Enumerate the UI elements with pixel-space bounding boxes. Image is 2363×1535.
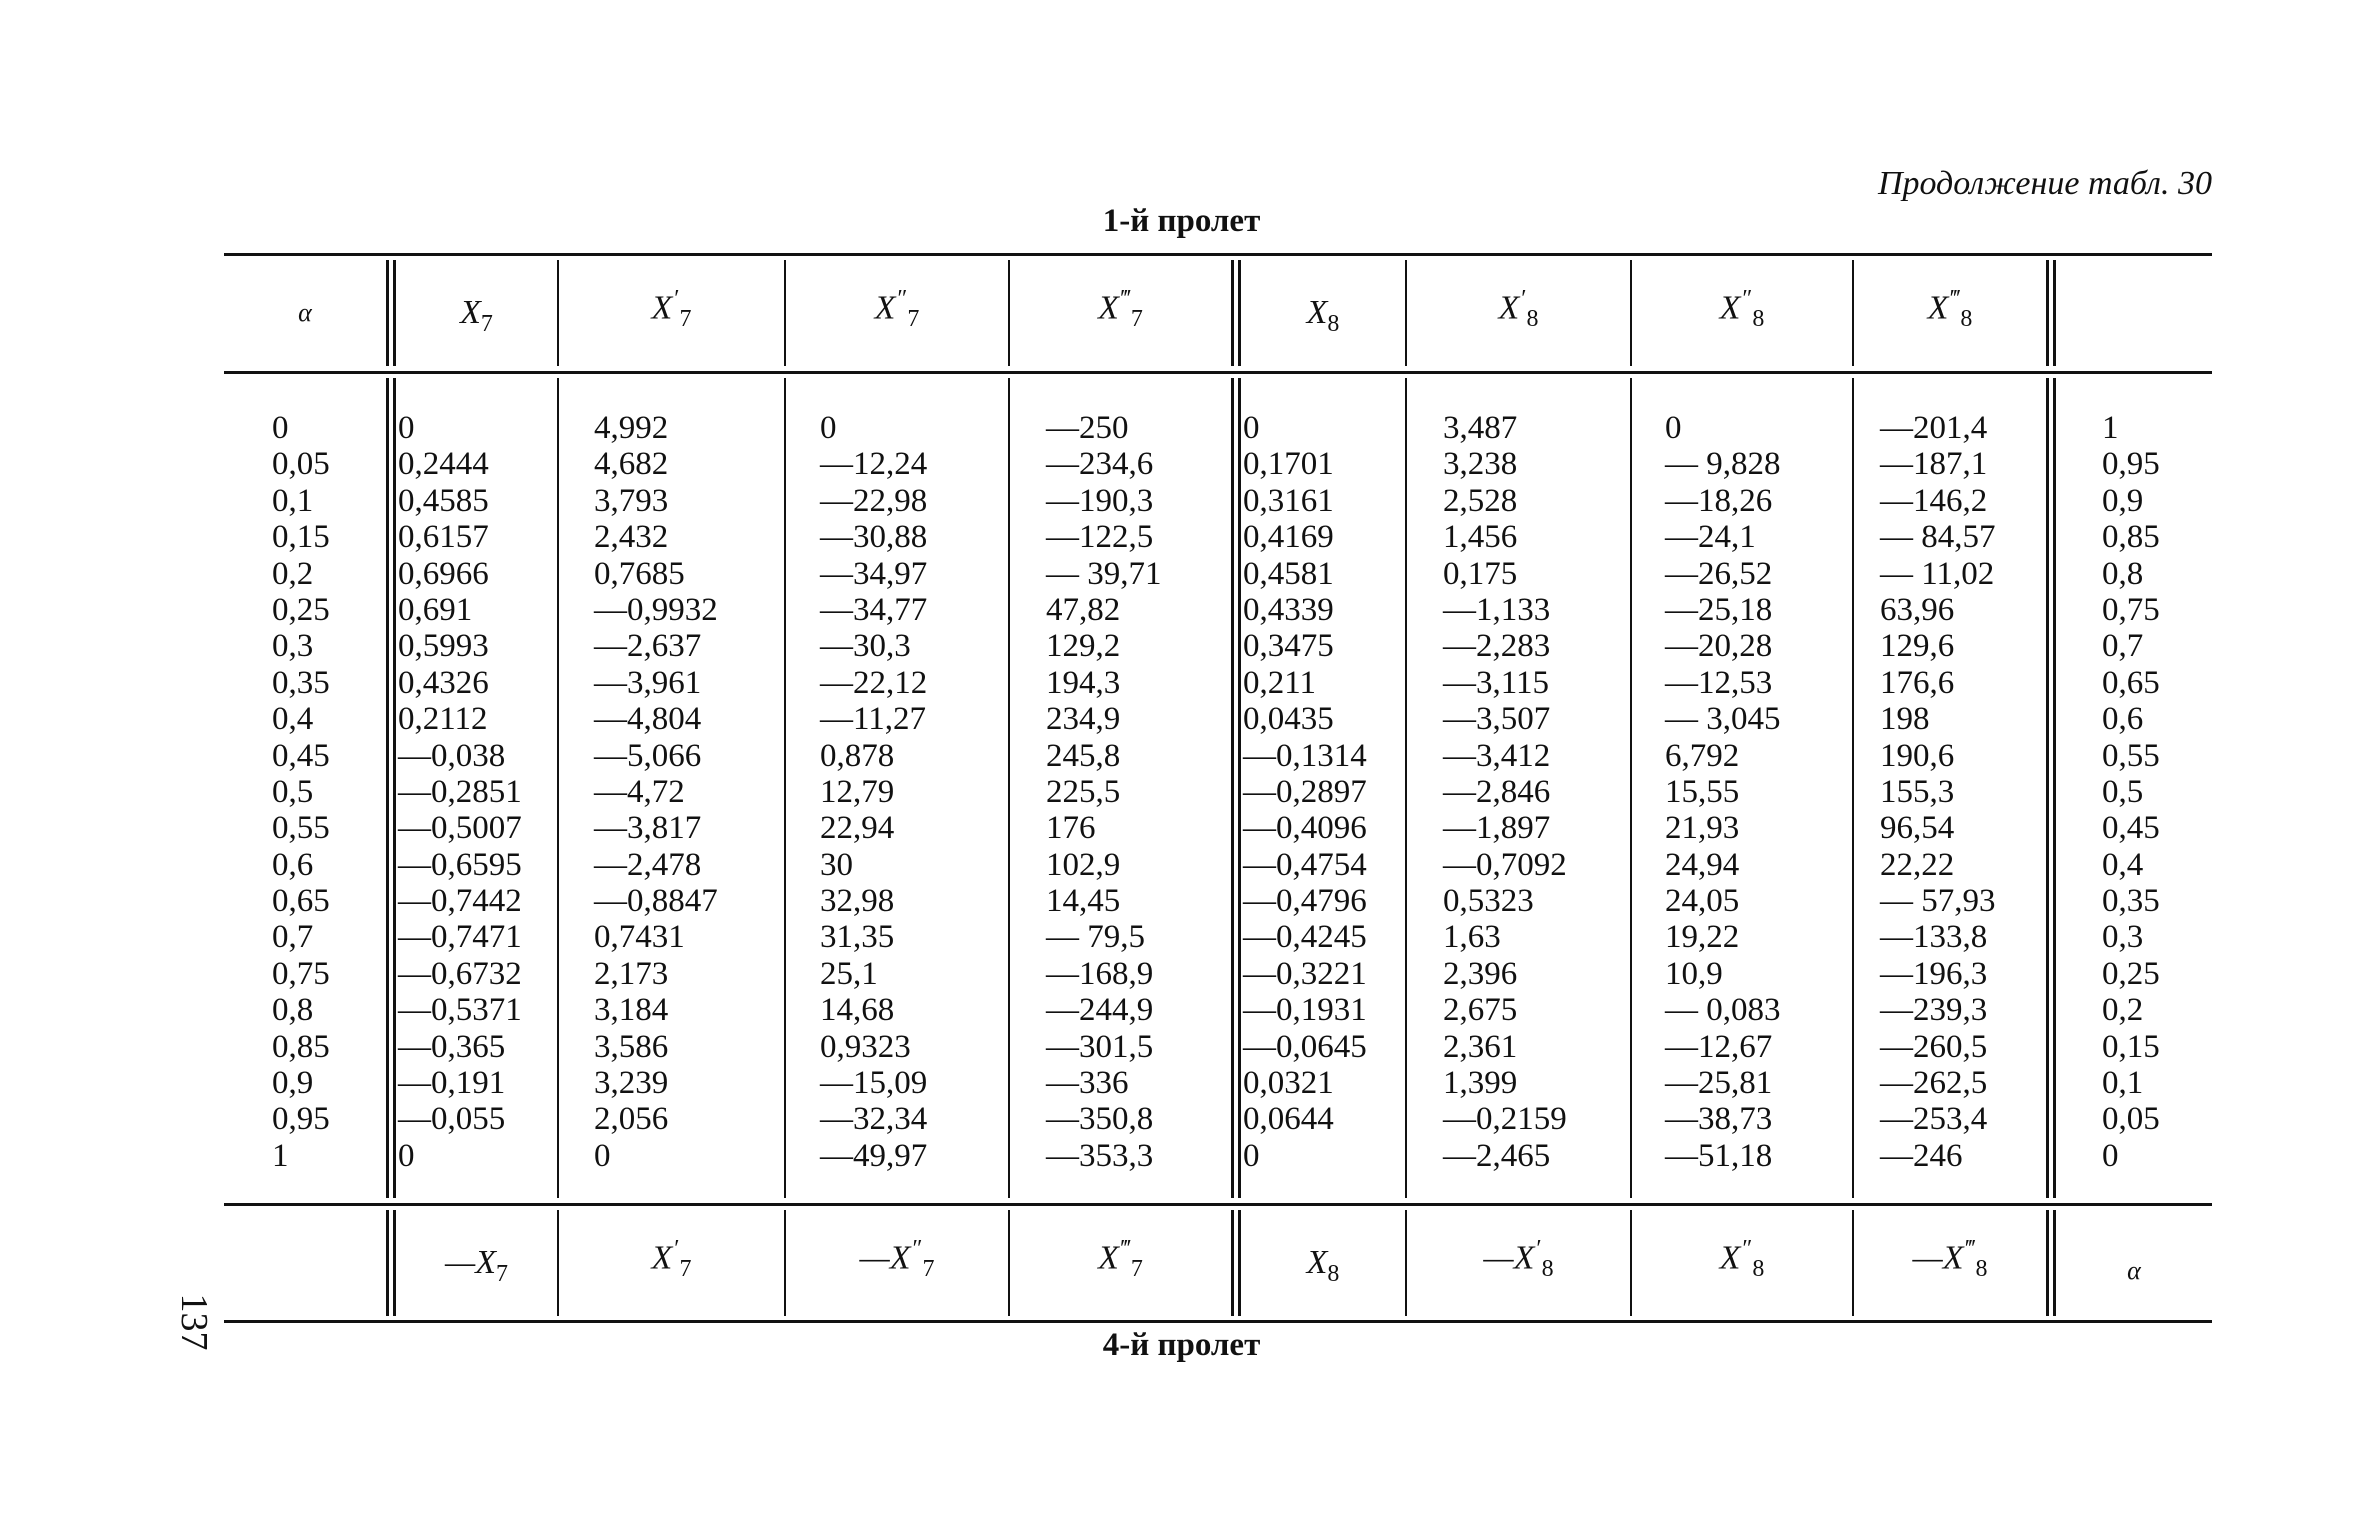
table-cell: 176,6	[1880, 664, 1955, 701]
table-cell: —12,53	[1665, 664, 1773, 701]
table-cell: 245,8	[1046, 737, 1121, 774]
header-alpha: α	[298, 298, 312, 327]
footer-x8: $X_8$	[1306, 1244, 1340, 1287]
table-cell: 2,528	[1443, 482, 1518, 519]
table-cell: 0,9323	[820, 1028, 911, 1065]
table-cell: —0,3221	[1243, 955, 1367, 992]
table-cell: 0,45	[2102, 810, 2160, 847]
table-cell: —34,77	[820, 591, 928, 628]
column-x7-double-prime	[820, 410, 1000, 1174]
table-cell: 1	[2102, 410, 2119, 446]
table-cell: 6,792	[1665, 737, 1740, 774]
table-cell: 0,95	[272, 1101, 330, 1138]
table-cell: 0,85	[2102, 519, 2160, 556]
table-cell: 14,68	[820, 992, 895, 1029]
table-cell: 0,8	[2102, 555, 2144, 592]
table-cell: 0,9	[2102, 482, 2144, 519]
table-cell: —38,73	[1665, 1101, 1773, 1138]
table-cell: 0,5323	[1443, 883, 1534, 920]
rule-body-bottom	[224, 1203, 2212, 1206]
table-cell: 0,6966	[398, 555, 489, 592]
table-cell: 0,65	[2102, 664, 2160, 701]
column-x8	[1243, 410, 1403, 1174]
table-cell: —2,637	[594, 628, 702, 665]
table-cell: —0,038	[398, 737, 506, 774]
table-cell: —49,97	[820, 1137, 928, 1174]
table-cell: 129,2	[1046, 628, 1121, 665]
table-cell: —12,24	[820, 446, 928, 483]
table-cell: 3,586	[594, 1028, 669, 1065]
column-x7-prime	[594, 410, 774, 1174]
column-x7-triple-prime	[1046, 410, 1226, 1174]
table-cell: 2,173	[594, 955, 669, 992]
table-cell: 102,9	[1046, 846, 1121, 883]
table-cell: 0,05	[272, 446, 330, 483]
table-cell: 2,432	[594, 519, 669, 556]
rule-bottom	[224, 1320, 2212, 1323]
table-cell: 47,82	[1046, 591, 1121, 628]
header-x8-triple-prime: $X^‴_8$	[1927, 286, 1973, 333]
table-cell: — 11,02	[1880, 555, 1995, 592]
table-cell: 0,0644	[1243, 1101, 1334, 1138]
header-x7-prime: $X'_7$	[651, 286, 692, 333]
table-cell: — 57,93	[1880, 883, 1996, 920]
table-cell: 0,35	[272, 664, 330, 701]
table-cell: — 3,045	[1665, 701, 1781, 738]
table-cell: 24,05	[1665, 883, 1740, 920]
table-cell: 31,35	[820, 919, 895, 956]
table-cell: —0,2897	[1243, 773, 1367, 810]
table-cell: —262,5	[1880, 1065, 1988, 1102]
table-cell: 96,54	[1880, 810, 1955, 847]
table-cell: 194,3	[1046, 664, 1121, 701]
table-cell: — 79,5	[1046, 919, 1145, 956]
table-cell: —0,2851	[398, 773, 522, 810]
table-cell: 10,9	[1665, 955, 1723, 992]
header-x8-double-prime: $X''_8$	[1719, 286, 1765, 333]
table-cell: 0,4	[272, 701, 314, 738]
table-cell: 0,7431	[594, 919, 685, 956]
table-cell: —0,055	[398, 1101, 506, 1138]
table-cell: —0,8847	[594, 883, 718, 920]
table-cell: —34,97	[820, 555, 928, 592]
table-cell: 0,5	[2102, 773, 2144, 810]
table-cell: 0	[820, 410, 837, 446]
column-x8-triple-prime	[1880, 410, 2040, 1174]
table-cell: —0,4245	[1243, 919, 1367, 956]
footer-x7-double-prime: $—X''_7$	[859, 1236, 935, 1283]
column-x8-double-prime	[1665, 410, 1845, 1174]
table-cell: —30,88	[820, 519, 928, 556]
table-cell: —0,9932	[594, 591, 718, 628]
table-cell: 0,4581	[1243, 555, 1334, 592]
table-cell: —168,9	[1046, 955, 1154, 992]
table-cell: 0,2	[272, 555, 314, 592]
table-cell: —2,846	[1443, 773, 1551, 810]
table-cell: —201,4	[1880, 410, 1988, 446]
table-cell: 0,35	[2102, 883, 2160, 920]
table-cell: 19,22	[1665, 919, 1740, 956]
table-cell: 0	[272, 410, 289, 446]
footer-x7-triple-prime: $X^‴_7$	[1098, 1236, 1143, 1283]
table-cell: 2,675	[1443, 992, 1518, 1029]
table-cell: 0,2444	[398, 446, 489, 483]
table-cell: 176	[1046, 810, 1096, 847]
table-cell: 0,7	[272, 919, 314, 956]
table-cell: —0,6732	[398, 955, 522, 992]
table-cell: 0,4169	[1243, 519, 1334, 556]
table-cell: 0,15	[272, 519, 330, 556]
table-cell: 0,45	[272, 737, 330, 774]
table-cell: —5,066	[594, 737, 702, 774]
table-cell: 0,4585	[398, 482, 489, 519]
table-cell: 3,238	[1443, 446, 1518, 483]
table-cell: 30	[820, 846, 853, 883]
table-cell: —336	[1046, 1065, 1129, 1102]
table-cell: —3,961	[594, 664, 702, 701]
footer-x7-prime: $X'_7$	[651, 1236, 692, 1283]
header-x8-prime: $X'_8$	[1498, 286, 1539, 333]
table-cell: 0,2	[2102, 992, 2144, 1029]
table-cell: 22,94	[820, 810, 895, 847]
table-cell: —22,12	[820, 664, 928, 701]
table-cell: —3,412	[1443, 737, 1551, 774]
table-cell: 3,239	[594, 1065, 669, 1102]
column-alpha-reverse	[2102, 410, 2202, 1174]
table-cell: —0,5007	[398, 810, 522, 847]
table-continuation-caption: Продолжение табл. 30	[1877, 165, 2212, 202]
table-cell: 234,9	[1046, 701, 1121, 738]
table-cell: 2,361	[1443, 1028, 1518, 1065]
table-cell: — 9,828	[1665, 446, 1781, 483]
table-cell: —0,1314	[1243, 737, 1367, 774]
table-cell: —260,5	[1880, 1028, 1988, 1065]
table-cell: —0,5371	[398, 992, 522, 1029]
table-cell: —1,133	[1443, 591, 1551, 628]
table-cell: — 39,71	[1046, 555, 1162, 592]
table-cell: 0,65	[272, 883, 330, 920]
table-cell: —196,3	[1880, 955, 1988, 992]
table-cell: 21,93	[1665, 810, 1740, 847]
footer-x8-prime: $—X'_8$	[1483, 1236, 1554, 1283]
table-cell: —122,5	[1046, 519, 1154, 556]
header-x7-double-prime: $X''_7$	[874, 286, 920, 333]
table-cell: 0	[1665, 410, 1682, 446]
table-cell: 3,487	[1443, 410, 1518, 446]
table-cell: 0,2112	[398, 701, 488, 738]
header-x8: $X_8$	[1306, 294, 1340, 337]
table-cell: 0	[594, 1137, 611, 1174]
table-cell: 129,6	[1880, 628, 1955, 665]
table-cell: 0,4326	[398, 664, 489, 701]
table-cell: —246	[1880, 1137, 1963, 1174]
table-cell: 0,55	[272, 810, 330, 847]
table-cell: —239,3	[1880, 992, 1988, 1029]
table-cell: —2,465	[1443, 1137, 1551, 1174]
table-cell: —353,3	[1046, 1137, 1154, 1174]
table-cell: 0,211	[1243, 664, 1317, 701]
table-cell: — 0,083	[1665, 992, 1781, 1029]
table-cell: 0,9	[272, 1065, 314, 1102]
table-cell: 25,1	[820, 955, 878, 992]
table-cell: 3,184	[594, 992, 669, 1029]
footer-alpha: α	[2127, 1256, 2141, 1285]
table-cell: 0,5993	[398, 628, 489, 665]
table-cell: 190,6	[1880, 737, 1955, 774]
table-cell: —0,4754	[1243, 846, 1367, 883]
table-cell: 2,396	[1443, 955, 1518, 992]
column-x7	[398, 410, 553, 1174]
table-cell: 1,456	[1443, 519, 1518, 556]
table-cell: —32,34	[820, 1101, 928, 1138]
table-cell: —234,6	[1046, 446, 1154, 483]
table-cell: 2,056	[594, 1101, 669, 1138]
footer-x8-triple-prime: $—X^‴_8$	[1912, 1236, 1988, 1283]
footer-x7: $—X_7$	[445, 1244, 508, 1287]
table-cell: —187,1	[1880, 446, 1988, 483]
table-cell: 0,25	[2102, 955, 2160, 992]
table-cell: —0,7442	[398, 883, 522, 920]
footer-x8-double-prime: $X''_8$	[1719, 1236, 1765, 1283]
table-cell: 0,0435	[1243, 701, 1334, 738]
table-cell: —15,09	[820, 1065, 928, 1102]
table-cell: 0,1	[272, 482, 314, 519]
table-cell: 0,75	[272, 955, 330, 992]
column-x8-prime	[1443, 410, 1623, 1174]
rule-header-bottom	[224, 371, 2212, 374]
table-cell: —4,72	[594, 773, 685, 810]
header-x7-triple-prime: $X^‴_7$	[1098, 286, 1143, 333]
table-cell: —0,0645	[1243, 1028, 1367, 1065]
table-cell: 0,4	[2102, 846, 2144, 883]
column-alpha	[272, 410, 382, 1174]
table-cell: 0,75	[2102, 591, 2160, 628]
table-cell: 4,992	[594, 410, 669, 446]
table-cell: —22,98	[820, 482, 928, 519]
table-cell: 0,175	[1443, 555, 1518, 592]
table-cell: 0	[1243, 1137, 1260, 1174]
table-cell: —0,191	[398, 1065, 506, 1102]
table-cell: 24,94	[1665, 846, 1740, 883]
table-cell: —12,67	[1665, 1028, 1773, 1065]
header-x7: $X_7$	[460, 294, 493, 337]
table-cell: —0,2159	[1443, 1101, 1567, 1138]
table-cell: 0,6	[272, 846, 314, 883]
table-cell: —24,1	[1665, 519, 1756, 556]
table-cell: 225,5	[1046, 773, 1121, 810]
table-cell: —25,81	[1665, 1065, 1773, 1102]
table-cell: 0,05	[2102, 1101, 2160, 1138]
table-cell: 0,878	[820, 737, 895, 774]
table-cell: —30,3	[820, 628, 911, 665]
table-cell: 0,3	[2102, 919, 2144, 956]
table-cell: 0,95	[2102, 446, 2160, 483]
table-cell: 0,7	[2102, 628, 2144, 665]
table-cell: 0	[2102, 1137, 2119, 1174]
table-cell: 0,15	[2102, 1028, 2160, 1065]
table-cell: 0,5	[272, 773, 314, 810]
table-cell: —11,27	[820, 701, 927, 738]
table-cell: —3,115	[1443, 664, 1550, 701]
table-cell: —190,3	[1046, 482, 1154, 519]
table-cell: —0,4096	[1243, 810, 1367, 847]
table-cell: 0,1701	[1243, 446, 1334, 483]
page-number: 137	[173, 1293, 215, 1351]
table-cell: 15,55	[1665, 773, 1740, 810]
table-cell: —2,283	[1443, 628, 1551, 665]
table-cell: —51,18	[1665, 1137, 1773, 1174]
table-cell: —25,18	[1665, 591, 1773, 628]
table-cell: —0,365	[398, 1028, 506, 1065]
table-cell: 14,45	[1046, 883, 1121, 920]
table-cell: — 84,57	[1880, 519, 1996, 556]
table-cell: 0,0321	[1243, 1065, 1334, 1102]
table-cell: 32,98	[820, 883, 895, 920]
table-cell: 0,8	[272, 992, 314, 1029]
table-cell: —250	[1046, 410, 1129, 446]
table-cell: 1	[272, 1137, 289, 1174]
table-cell: —0,7471	[398, 919, 522, 956]
table-cell: 0	[1243, 410, 1260, 446]
table-cell: 4,682	[594, 446, 669, 483]
table-cell: —133,8	[1880, 919, 1988, 956]
table-cell: 0,1	[2102, 1065, 2144, 1102]
table-cell: —0,1931	[1243, 992, 1367, 1029]
table-cell: —350,8	[1046, 1101, 1154, 1138]
table-cell: —244,9	[1046, 992, 1154, 1029]
table-cell: 0,55	[2102, 737, 2160, 774]
table-cell: —301,5	[1046, 1028, 1154, 1065]
table-cell: —0,4796	[1243, 883, 1367, 920]
rule-top	[224, 253, 2212, 256]
table-cell: 0,25	[272, 591, 330, 628]
table-cell: 12,79	[820, 773, 895, 810]
table-cell: —0,7092	[1443, 846, 1567, 883]
bottom-span-title: 4-й пролет	[1102, 1327, 1261, 1363]
table-cell: 0,3475	[1243, 628, 1334, 665]
table-cell: 0,3	[272, 628, 314, 665]
table-cell: 0,7685	[594, 555, 685, 592]
table-cell: 1,399	[1443, 1065, 1518, 1102]
table-cell: —3,507	[1443, 701, 1551, 738]
table-cell: 0,85	[272, 1028, 330, 1065]
table-cell: 0	[398, 1137, 415, 1174]
table-cell: —26,52	[1665, 555, 1773, 592]
table-cell: 0	[398, 410, 415, 446]
table-cell: —18,26	[1665, 482, 1773, 519]
table-cell: —253,4	[1880, 1101, 1988, 1138]
table-cell: 1,63	[1443, 919, 1501, 956]
table-cell: 0,4339	[1243, 591, 1334, 628]
table-cell: 63,96	[1880, 591, 1955, 628]
table-cell: 155,3	[1880, 773, 1955, 810]
table-cell: 0,6	[2102, 701, 2144, 738]
table-cell: 0,6157	[398, 519, 489, 556]
table-cell: —2,478	[594, 846, 702, 883]
table-cell: —146,2	[1880, 482, 1988, 519]
top-span-title: 1-й пролет	[1102, 203, 1261, 239]
table-cell: —1,897	[1443, 810, 1551, 847]
table-cell: 0,691	[398, 591, 473, 628]
table-cell: —4,804	[594, 701, 702, 738]
table-cell: 3,793	[594, 482, 669, 519]
table-cell: —3,817	[594, 810, 702, 847]
table-cell: 0,3161	[1243, 482, 1334, 519]
table-cell: 198	[1880, 701, 1930, 738]
table-cell: —20,28	[1665, 628, 1773, 665]
table-cell: —0,6595	[398, 846, 522, 883]
table-cell: 22,22	[1880, 846, 1955, 883]
